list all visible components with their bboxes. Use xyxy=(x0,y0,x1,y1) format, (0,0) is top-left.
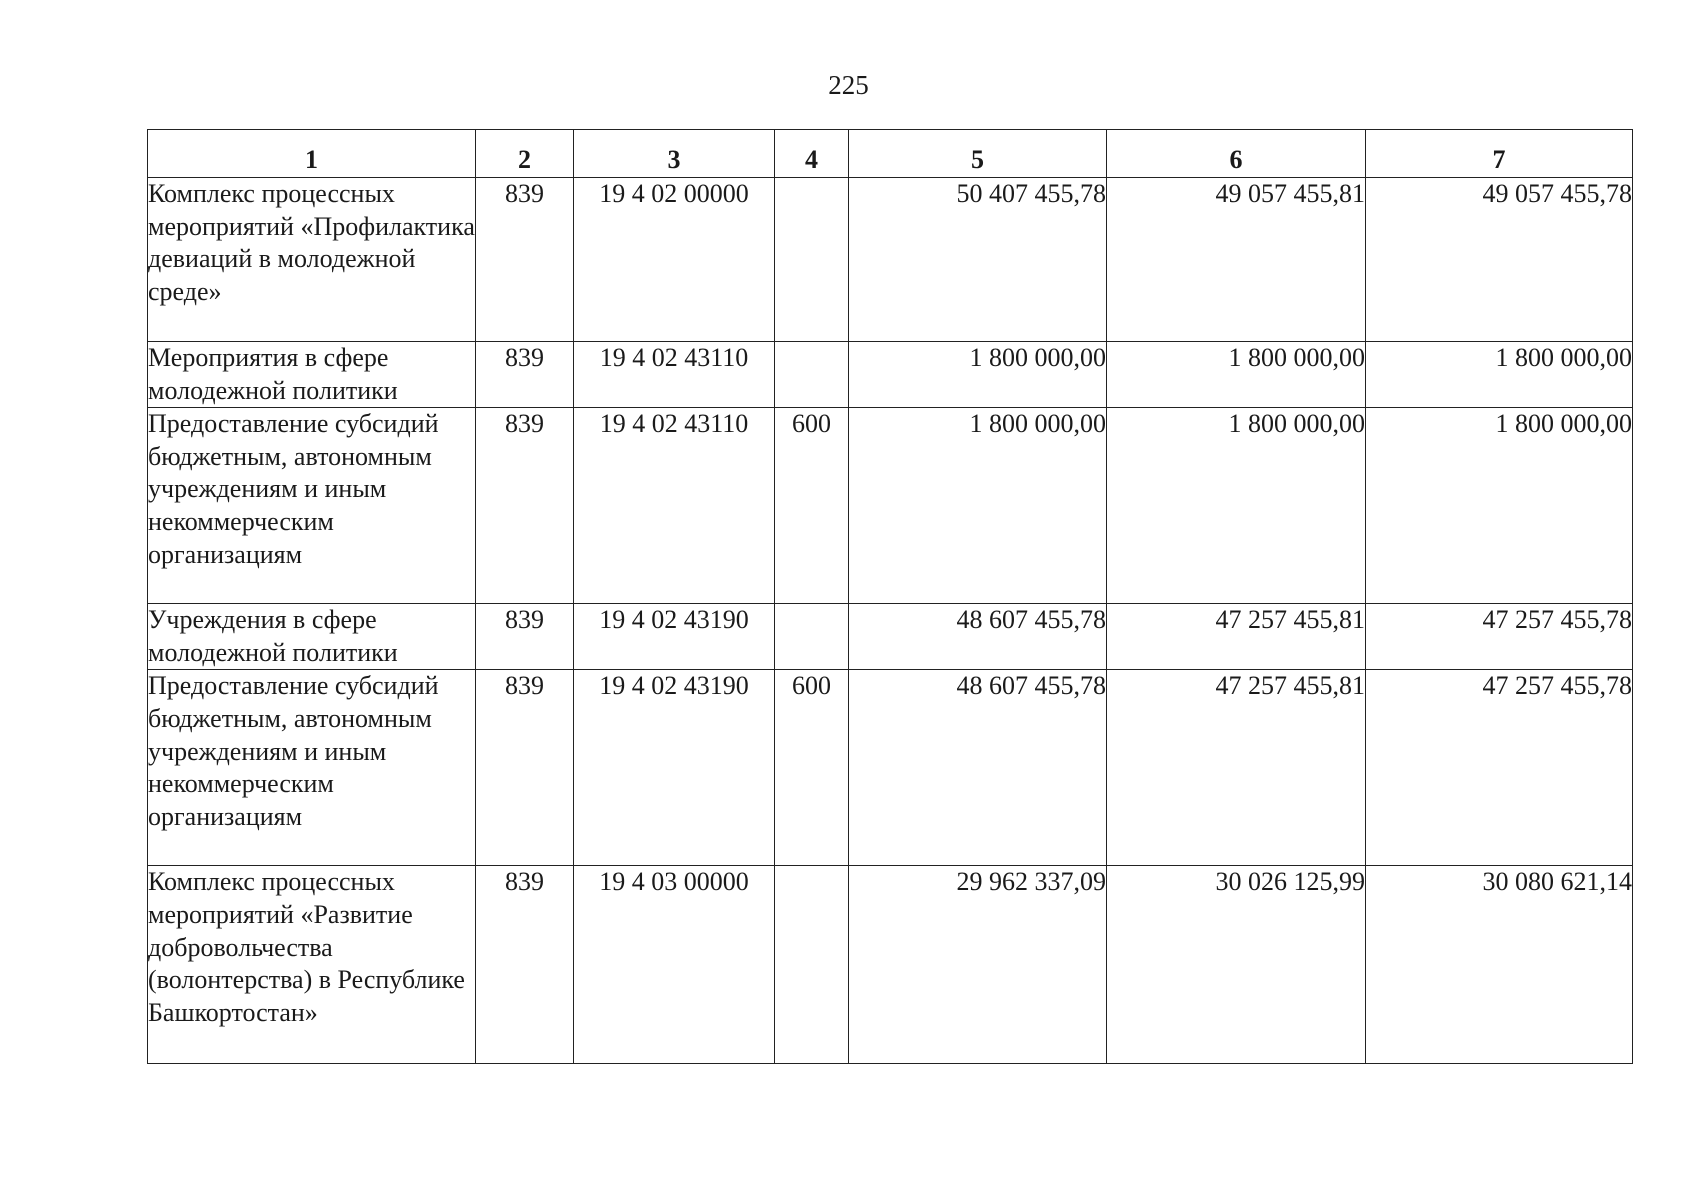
row-amount-year2: 30 026 125,99 xyxy=(1107,866,1366,1064)
table-row xyxy=(148,178,1633,342)
row-vr xyxy=(775,178,849,342)
row-ved: 839 xyxy=(476,408,574,604)
row-amount-year2: 47 257 455,81 xyxy=(1107,670,1366,866)
row-amount-year1: 50 407 455,78 xyxy=(849,178,1107,342)
col-header-csr: 3 xyxy=(574,130,775,178)
page-number: 225 xyxy=(828,70,869,100)
row-amount-year1: 48 607 455,78 xyxy=(849,670,1107,866)
row-name: Комплекс процессных мероприятий «Профилактика девиаций в молодежной среде» xyxy=(148,178,476,342)
table-row xyxy=(148,408,1633,604)
row-vr: 600 xyxy=(775,408,849,604)
row-amount-year3: 30 080 621,14 xyxy=(1366,866,1633,1064)
col-header-year2: 6 xyxy=(1107,130,1366,178)
table-row xyxy=(148,342,1633,408)
row-amount-year1: 48 607 455,78 xyxy=(849,604,1107,670)
row-ved: 839 xyxy=(476,866,574,1064)
row-vr xyxy=(775,866,849,1064)
row-vr xyxy=(775,342,849,408)
row-name: Комплекс процессных мероприятий «Развитие добровольчества (волонтерства) в Республике Башкортостан» xyxy=(148,866,476,1064)
col-header-year3: 7 xyxy=(1366,130,1633,178)
budget-table xyxy=(147,129,1633,1064)
row-amount-year2: 1 800 000,00 xyxy=(1107,342,1366,408)
row-name: Мероприятия в сфере молодежной политики xyxy=(148,342,476,408)
row-amount-year1: 1 800 000,00 xyxy=(849,342,1107,408)
row-amount-year3: 47 257 455,78 xyxy=(1366,604,1633,670)
row-vr xyxy=(775,604,849,670)
row-amount-year3: 1 800 000,00 xyxy=(1366,408,1633,604)
col-header-ved: 2 xyxy=(476,130,574,178)
row-ved: 839 xyxy=(476,670,574,866)
row-csr: 19 4 02 43190 xyxy=(574,670,775,866)
table-row xyxy=(148,670,1633,866)
row-ved: 839 xyxy=(476,342,574,408)
row-amount-year3: 47 257 455,78 xyxy=(1366,670,1633,866)
row-amount-year1: 1 800 000,00 xyxy=(849,408,1107,604)
row-csr: 19 4 03 00000 xyxy=(574,866,775,1064)
row-amount-year2: 47 257 455,81 xyxy=(1107,604,1366,670)
row-amount-year2: 1 800 000,00 xyxy=(1107,408,1366,604)
row-ved: 839 xyxy=(476,178,574,342)
row-csr: 19 4 02 43190 xyxy=(574,604,775,670)
row-name: Предоставление субсидий бюджетным, автономным учреждениям и иным некоммерческим организациям xyxy=(148,670,476,866)
row-amount-year3: 1 800 000,00 xyxy=(1366,342,1633,408)
header-row xyxy=(148,130,1633,178)
row-amount-year1: 29 962 337,09 xyxy=(849,866,1107,1064)
row-name: Учреждения в сфере молодежной политики xyxy=(148,604,476,670)
row-vr: 600 xyxy=(775,670,849,866)
table-row xyxy=(148,604,1633,670)
col-header-year1: 5 xyxy=(849,130,1107,178)
table-row xyxy=(148,866,1633,1064)
row-csr: 19 4 02 00000 xyxy=(574,178,775,342)
col-header-vr: 4 xyxy=(775,130,849,178)
row-csr: 19 4 02 43110 xyxy=(574,342,775,408)
row-amount-year2: 49 057 455,81 xyxy=(1107,178,1366,342)
row-name: Предоставление субсидий бюджетным, автономным учреждениям и иным некоммерческим организациям xyxy=(148,408,476,604)
row-csr: 19 4 02 43110 xyxy=(574,408,775,604)
row-amount-year3: 49 057 455,78 xyxy=(1366,178,1633,342)
col-header-name: 1 xyxy=(148,130,476,178)
row-ved: 839 xyxy=(476,604,574,670)
